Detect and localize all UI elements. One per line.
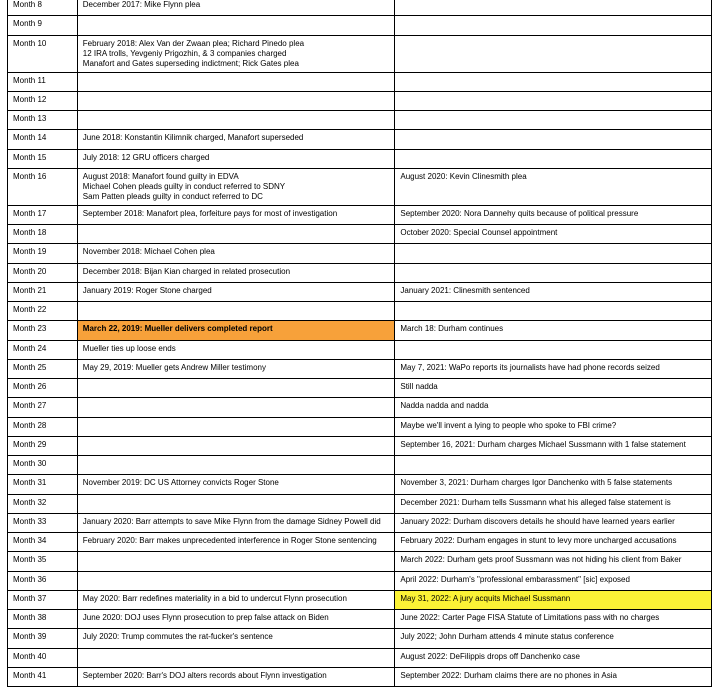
table-row <box>8 168 712 205</box>
table-row <box>8 571 712 590</box>
durham-cell <box>395 111 712 130</box>
durham-cell <box>395 340 712 359</box>
table-row <box>8 533 712 552</box>
month-cell: Month 29 <box>8 436 78 455</box>
mueller-cell: August 2018: Manafort found guilty in EDVA Michael Cohen pleads guilty in conduct referred to SDNY Sam Patten pleads guilty in conduct referred to DC <box>77 168 395 205</box>
mueller-cell <box>77 398 395 417</box>
table-row <box>8 35 712 72</box>
mueller-cell: February 2018: Alex Van der Zwaan plea; Richard Pinedo plea 12 IRA trolls, Yevgeniy Prigozhin, & 3 companies charged Manafort and Gates superseding indictment; Rick Gates plea <box>77 35 395 72</box>
mueller-cell <box>77 111 395 130</box>
table-row <box>8 302 712 321</box>
durham-cell <box>395 91 712 110</box>
month-cell: Month 40 <box>8 648 78 667</box>
durham-cell: January 2021: Clinesmith sentenced <box>395 282 712 301</box>
table-row <box>8 111 712 130</box>
mueller-cell <box>77 91 395 110</box>
table-row <box>8 205 712 224</box>
durham-cell: September 2020: Nora Dannehy quits because of political pressure <box>395 205 712 224</box>
table-row <box>8 590 712 609</box>
table-row <box>8 398 712 417</box>
mueller-cell <box>77 552 395 571</box>
mueller-cell: July 2020: Trump commutes the rat-fucker's sentence <box>77 629 395 648</box>
mueller-cell: September 2018: Manafort plea, forfeiture pays for most of investigation <box>77 205 395 224</box>
month-cell: Month 9 <box>8 16 78 35</box>
month-cell: Month 30 <box>8 456 78 475</box>
mueller-cell: March 22, 2019: Mueller delivers completed report <box>77 321 395 340</box>
table-row <box>8 513 712 532</box>
durham-cell: December 2021: Durham tells Sussmann what his alleged false statement is <box>395 494 712 513</box>
table-row <box>8 0 712 16</box>
month-cell: Month 24 <box>8 340 78 359</box>
mueller-cell <box>77 72 395 91</box>
month-cell: Month 38 <box>8 610 78 629</box>
table-row <box>8 282 712 301</box>
month-cell: Month 10 <box>8 35 78 72</box>
month-cell: Month 39 <box>8 629 78 648</box>
durham-cell: November 3, 2021: Durham charges Igor Danchenko with 5 false statements <box>395 475 712 494</box>
month-cell: Month 8 <box>8 0 78 16</box>
table-row <box>8 130 712 149</box>
durham-cell: Still nadda <box>395 379 712 398</box>
table-row <box>8 91 712 110</box>
mueller-cell: February 2020: Barr makes unprecedented interference in Roger Stone sentencing <box>77 533 395 552</box>
table-row <box>8 244 712 263</box>
mueller-cell <box>77 417 395 436</box>
mueller-cell <box>77 379 395 398</box>
month-cell: Month 28 <box>8 417 78 436</box>
mueller-cell <box>77 436 395 455</box>
mueller-cell: May 2020: Barr redefines materiality in a bid to undercut Flynn prosecution <box>77 590 395 609</box>
month-cell: Month 34 <box>8 533 78 552</box>
month-cell: Month 22 <box>8 302 78 321</box>
month-cell: Month 33 <box>8 513 78 532</box>
month-cell: Month 15 <box>8 149 78 168</box>
table-row <box>8 610 712 629</box>
month-cell: Month 14 <box>8 130 78 149</box>
durham-cell <box>395 456 712 475</box>
mueller-cell: January 2019: Roger Stone charged <box>77 282 395 301</box>
durham-cell: March 2022: Durham gets proof Sussmann was not hiding his client from Baker <box>395 552 712 571</box>
durham-cell <box>395 149 712 168</box>
table-row <box>8 475 712 494</box>
mueller-cell: January 2020: Barr attempts to save Mike Flynn from the damage Sidney Powell did <box>77 513 395 532</box>
mueller-cell: November 2018: Michael Cohen plea <box>77 244 395 263</box>
table-row <box>8 263 712 282</box>
table-row <box>8 340 712 359</box>
mueller-cell: July 2018: 12 GRU officers charged <box>77 149 395 168</box>
durham-cell: April 2022: Durham's "professional embarassment" [sic] exposed <box>395 571 712 590</box>
durham-cell <box>395 35 712 72</box>
durham-cell <box>395 130 712 149</box>
month-cell: Month 20 <box>8 263 78 282</box>
table-row <box>8 417 712 436</box>
durham-cell: October 2020: Special Counsel appointment <box>395 225 712 244</box>
table-row <box>8 456 712 475</box>
table-row <box>8 379 712 398</box>
durham-cell <box>395 72 712 91</box>
durham-cell: May 31, 2022: A jury acquits Michael Sussmann <box>395 590 712 609</box>
table-row <box>8 494 712 513</box>
table-row <box>8 629 712 648</box>
durham-cell: September 16, 2021: Durham charges Michael Sussmann with 1 false statement <box>395 436 712 455</box>
durham-cell: January 2022: Durham discovers details he should have learned years earlier <box>395 513 712 532</box>
month-cell: Month 21 <box>8 282 78 301</box>
month-cell: Month 35 <box>8 552 78 571</box>
durham-cell: February 2022: Durham engages in stunt to levy more uncharged accusations <box>395 533 712 552</box>
durham-cell: July 2022; John Durham attends 4 minute status conference <box>395 629 712 648</box>
month-cell: Month 36 <box>8 571 78 590</box>
durham-cell <box>395 0 712 16</box>
month-cell: Month 26 <box>8 379 78 398</box>
month-cell: Month 12 <box>8 91 78 110</box>
mueller-cell: June 2020: DOJ uses Flynn prosecution to prep false attack on Biden <box>77 610 395 629</box>
month-cell: Month 18 <box>8 225 78 244</box>
mueller-cell <box>77 16 395 35</box>
table-row <box>8 321 712 340</box>
mueller-cell: Mueller ties up loose ends <box>77 340 395 359</box>
mueller-cell: June 2018: Konstantin Kilimnik charged, Manafort superseded <box>77 130 395 149</box>
mueller-cell <box>77 302 395 321</box>
month-cell: Month 41 <box>8 667 78 686</box>
durham-cell <box>395 16 712 35</box>
table-row <box>8 72 712 91</box>
month-cell: Month 19 <box>8 244 78 263</box>
durham-cell <box>395 263 712 282</box>
table-row <box>8 436 712 455</box>
month-cell: Month 25 <box>8 359 78 378</box>
month-cell: Month 17 <box>8 205 78 224</box>
mueller-cell <box>77 225 395 244</box>
table-row <box>8 552 712 571</box>
month-cell: Month 13 <box>8 111 78 130</box>
month-cell: Month 31 <box>8 475 78 494</box>
mueller-cell: December 2018: Bijan Kian charged in related prosecution <box>77 263 395 282</box>
table-row <box>8 16 712 35</box>
month-cell: Month 32 <box>8 494 78 513</box>
mueller-cell <box>77 456 395 475</box>
durham-cell: June 2022: Carter Page FISA Statute of Limitations pass with no charges <box>395 610 712 629</box>
durham-cell: March 18: Durham continues <box>395 321 712 340</box>
timeline-body <box>8 0 712 687</box>
table-row <box>8 648 712 667</box>
mueller-cell: December 2017: Mike Flynn plea <box>77 0 395 16</box>
table-row <box>8 149 712 168</box>
mueller-cell: November 2019: DC US Attorney convicts Roger Stone <box>77 475 395 494</box>
table-row <box>8 225 712 244</box>
mueller-cell <box>77 648 395 667</box>
month-cell: Month 37 <box>8 590 78 609</box>
month-cell: Month 27 <box>8 398 78 417</box>
durham-cell: May 7, 2021: WaPo reports its journalists have had phone records seized <box>395 359 712 378</box>
durham-cell <box>395 244 712 263</box>
mueller-cell <box>77 571 395 590</box>
month-cell: Month 23 <box>8 321 78 340</box>
mueller-cell: May 29, 2019: Mueller gets Andrew Miller testimony <box>77 359 395 378</box>
timeline-table <box>7 0 712 687</box>
table-row <box>8 359 712 378</box>
durham-cell: Maybe we'll invent a lying to people who spoke to FBI crime? <box>395 417 712 436</box>
month-cell: Month 16 <box>8 168 78 205</box>
durham-cell: August 2022: DeFilippis drops off Danchenko case <box>395 648 712 667</box>
durham-cell: August 2020: Kevin Clinesmith plea <box>395 168 712 205</box>
durham-cell: September 2022: Durham claims there are no phones in Asia <box>395 667 712 686</box>
durham-cell: Nadda nadda and nadda <box>395 398 712 417</box>
durham-cell <box>395 302 712 321</box>
month-cell: Month 11 <box>8 72 78 91</box>
mueller-cell <box>77 494 395 513</box>
mueller-cell: September 2020: Barr's DOJ alters records about Flynn investigation <box>77 667 395 686</box>
